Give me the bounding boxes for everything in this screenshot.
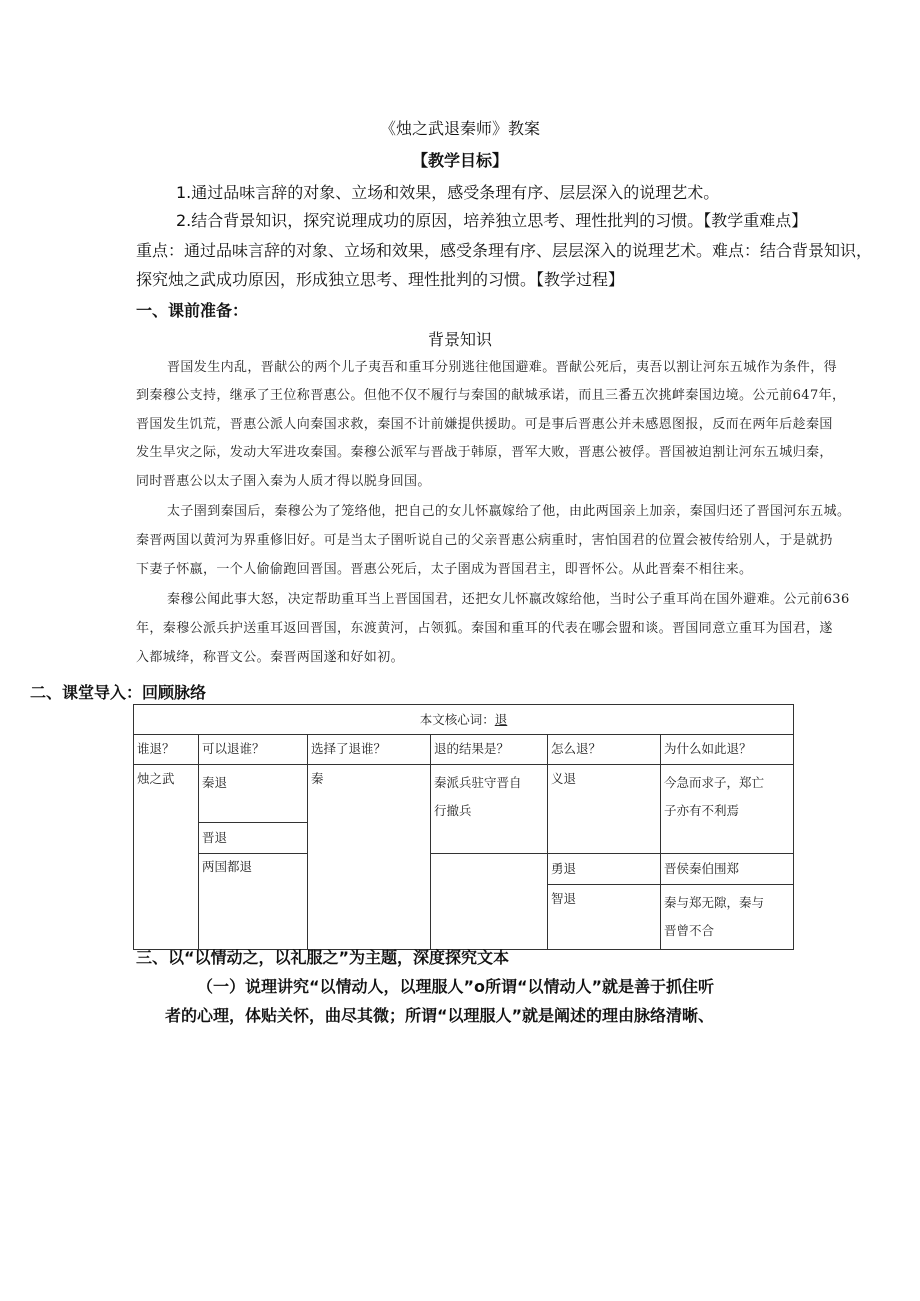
section-1-heading: 一、课前准备： — [136, 301, 249, 320]
table-caption — [134, 705, 794, 735]
cell-whom-jin: 晋退 — [199, 823, 308, 854]
bg-p3-line-1: 秦穆公闻此事大怒，决定帮助重耳当上晋国国君，还把女儿怀嬴改嫁给他，当时公子重耳尚在国外避难。公元前636 — [167, 592, 850, 607]
bg-p1-line-2: 到秦穆公支持，继承了王位称晋惠公。但他不仅不履行与秦国的献城承诺，而且三番五次挑衅秦国边境。公元前647年， — [136, 388, 846, 403]
result-line-2: 行撤兵 — [434, 803, 472, 818]
result-line-1: 秦派兵驻守晋自 — [434, 775, 522, 790]
cell-how-righteous: 义退 — [548, 765, 661, 854]
cell-how-wise: 智退 — [548, 885, 661, 950]
cell-whom-both: 两国都退 — [199, 854, 308, 950]
section-3-heading: 三、以“以情动之，以礼服之”为主题，深度探究文本 — [136, 948, 510, 967]
header-who: 谁退？ — [134, 735, 199, 765]
header-result: 退的结果是？ — [431, 735, 548, 765]
caption-core-word: 退 — [494, 711, 508, 727]
core-word-table — [133, 704, 794, 950]
bg-p2-line-2: 秦晋两国以黄河为界重修旧好。可是当太子圉听说自己的父亲晋惠公病重时，害怕国君的位置会被传给别人，于是就扔 — [136, 533, 833, 548]
page-title: 《烛之武退秦师》教案 — [379, 119, 540, 138]
why1-line-1: 今急而求子，郑亡 — [664, 775, 765, 790]
header-how: 怎么退？ — [548, 735, 661, 765]
cell-result — [431, 765, 548, 854]
key-points-line-1: 重点：通过品味言辞的对象、立场和效果，感受条理有序、层层深入的说理艺术。难点：结合背景知识， — [136, 241, 873, 260]
section-2-heading: 二、课堂导入：回顾脉络 — [30, 683, 207, 702]
cell-why-2: 晋侯秦伯围郑 — [661, 854, 794, 885]
header-whom: 可以退谁？ — [199, 735, 308, 765]
goal-1: 1.通过品味言辞的对象、立场和效果，感受条理有序、层层深入的说理艺术。 — [176, 183, 720, 202]
why1-line-2: 子亦有不利焉 — [664, 803, 740, 818]
bg-p2-line-1: 太子圉到秦国后，秦穆公为了笼络他，把自己的女儿怀嬴嫁给了他，由此两国亲上加亲，秦国归还了晋国河东五城。 — [167, 504, 851, 519]
cell-chosen: 秦 — [308, 765, 431, 950]
background-subtitle: 背景知识 — [427, 330, 492, 349]
cell-whom-qin: 秦退 — [199, 765, 308, 823]
header-why: 为什么如此退？ — [661, 735, 794, 765]
why3-line-1: 秦与郑无隙，秦与 — [664, 895, 765, 910]
cell-result-empty — [431, 854, 548, 950]
bg-p3-line-3: 入都城绛，称晋文公。秦晋两国遂和好如初。 — [136, 650, 405, 665]
bg-p1-line-1: 晋国发生内乱，晋献公的两个儿子夷吾和重耳分别逃往他国避难。晋献公死后，夷吾以割让河东五城作为条件，得 — [167, 360, 838, 375]
bg-p3-line-2: 年，秦穆公派兵护送重耳返回晋国，东渡黄河，占领狐。秦国和重耳的代表在哪会盟和谈。晋国同意立重耳为国君，遂 — [136, 621, 833, 636]
bg-p1-line-3: 晋国发生饥荒，晋惠公派人向秦国求救，秦国不计前嫌提供援助。可是事后晋惠公并未感恩图报，反而在两年后趁秦国 — [136, 417, 833, 432]
cell-why-3 — [661, 885, 794, 950]
bg-p1-line-5: 同时晋惠公以太子圉入秦为人质才得以脱身回国。 — [136, 474, 431, 489]
section-3-line-1: （一）说理讲究“以情动人，以理服人”o所谓“以情动人”就是善于抓住听 — [197, 977, 715, 996]
header-chosen: 选择了退谁？ — [308, 735, 431, 765]
cell-how-brave: 勇退 — [548, 854, 661, 885]
cell-who: 烛之武 — [134, 765, 199, 950]
bg-p1-line-4: 发生旱灾之际，发动大军进攻秦国。秦穆公派军与晋战于韩原，晋军大败，晋惠公被俘。晋国被迫割让河东五城归秦， — [136, 445, 833, 460]
section-3-line-2: 者的心理，体贴关怀，曲尽其微；所谓“以理服人”就是阐述的理由脉络清晰、 — [165, 1006, 715, 1025]
cell-why-1 — [661, 765, 794, 854]
why3-line-2: 晋曾不合 — [664, 923, 715, 938]
caption-prefix: 本文核心词： — [419, 711, 495, 727]
bg-p2-line-3: 下妻子怀嬴，一个人偷偷跑回晋国。晋惠公死后，太子圉成为晋国君主，即晋怀公。从此晋秦不相往来。 — [136, 562, 753, 577]
goal-2: 2.结合背景知识，探究说理成功的原因，培养独立思考、理性批判的习惯。【教学重难点】 — [176, 211, 808, 230]
key-points-line-2: 探究烛之武成功原因，形成独立思考、理性批判的习惯。【教学过程】 — [136, 270, 625, 289]
goals-heading: 【教学目标】 — [411, 151, 508, 170]
